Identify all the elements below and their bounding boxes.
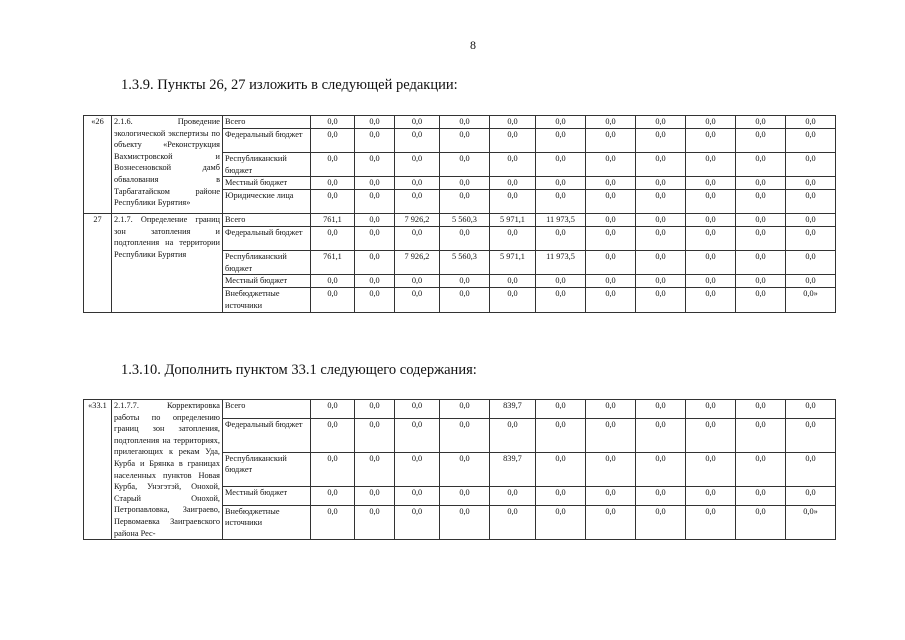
amount-cell: 0,0 [440,452,490,486]
amount-cell: 0,0 [686,214,736,227]
amount-cell: 0,0 [586,153,636,177]
amount-cell: 0,0 [536,275,586,288]
amount-cell: 0,0 [395,153,440,177]
funding-source: Внебюджетные источники [223,288,311,312]
table-row [84,400,890,419]
amount-cell: 0,0 [490,487,536,506]
amount-cell: 0,0 [586,227,636,251]
amount-cell: 761,1 [311,251,355,275]
amount-cell: 0,0 [586,129,636,153]
amount-cell: 0,0 [686,116,736,129]
amount-cell: 0,0 [355,116,395,129]
amount-cell: 0,0 [636,177,686,190]
amount-cell: 0,0 [395,227,440,251]
amount-cell: 0,0 [736,400,786,419]
amount-cell: 0,0 [586,275,636,288]
amount-cell: 0,0 [395,275,440,288]
amount-cell: 0,0 [586,418,636,452]
amount-cell: 0,0 [490,177,536,190]
funding-source: Юридические лица [223,190,311,214]
amount-cell: 0,0 [586,400,636,419]
amount-cell: 0,0 [395,288,440,312]
amount-cell: 0,0 [686,251,736,275]
funding-source: Республиканский бюджет [223,251,311,275]
amount-cell: 0,0 [355,153,395,177]
amount-cell: 0,0 [536,116,586,129]
amount-cell: 0,0 [586,190,636,214]
amount-cell: 0,0 [636,418,686,452]
amount-cell: 0,0 [536,487,586,506]
amount-cell: 0,0 [736,418,786,452]
amount-cell: 761,1 [311,214,355,227]
funding-source: Местный бюджет [223,177,311,190]
amount-cell: 0,0 [355,400,395,419]
amount-cell: 0,0 [686,275,736,288]
amount-cell: 0,0 [490,418,536,452]
amount-cell: 0,0 [586,487,636,506]
amount-cell: 0,0 [440,116,490,129]
amount-cell: 0,0 [355,275,395,288]
amount-cell: 0,0 [490,116,536,129]
amount-cell: 0,0 [786,190,836,214]
amount-cell: 0,0 [636,487,686,506]
amount-cell: 0,0 [686,153,736,177]
funding-source: Местный бюджет [223,487,311,506]
table-row [84,214,890,227]
budget-table-item-33-1 [83,399,890,540]
funding-source: Федеральный бюджет [223,227,311,251]
amount-cell: 0,0 [440,400,490,419]
amount-cell: 0,0 [536,190,586,214]
amount-cell: 0,0 [736,153,786,177]
amount-cell: 5 560,3 [440,214,490,227]
amount-cell: 0,0 [636,452,686,486]
item-number: 27 [84,214,112,312]
amount-cell: 0,0 [686,452,736,486]
amount-cell: 0,0 [736,116,786,129]
amount-cell: 0,0 [636,227,686,251]
funding-source: Всего [223,116,311,129]
amount-cell: 0,0 [686,400,736,419]
amount-cell: 0,0 [536,452,586,486]
amount-cell: 0,0 [786,227,836,251]
amount-cell: 0,0 [355,452,395,486]
amount-cell: 0,0 [636,116,686,129]
amount-cell: 0,0 [355,177,395,190]
amount-cell: 0,0 [536,288,586,312]
amount-cell: 0,0 [736,129,786,153]
amount-cell: 0,0 [686,418,736,452]
funding-source: Местный бюджет [223,275,311,288]
amount-cell: 0,0 [736,190,786,214]
amount-cell: 0,0 [311,190,355,214]
amount-cell: 0,0 [586,214,636,227]
amount-cell: 0,0 [395,177,440,190]
amount-cell: 0,0 [440,153,490,177]
amount-cell: 0,0 [311,452,355,486]
amount-cell: 0,0 [586,116,636,129]
page-number: 8 [470,38,476,52]
amount-cell: 0,0 [636,153,686,177]
amount-cell: 0,0 [311,227,355,251]
amount-cell: 0,0 [636,275,686,288]
amount-cell: 0,0 [395,452,440,486]
funding-source: Республиканский бюджет [223,452,311,486]
table-row [84,116,890,129]
amount-cell: 0,0 [636,251,686,275]
amount-cell: 0,0» [786,288,836,312]
amount-cell: 0,0 [786,129,836,153]
amount-cell: 0,0 [536,400,586,419]
amount-cell: 0,0 [395,400,440,419]
amount-cell: 0,0 [536,153,586,177]
amount-cell: 0,0 [440,288,490,312]
amount-cell: 0,0 [490,190,536,214]
amount-cell: 0,0 [355,418,395,452]
amount-cell: 0,0 [736,275,786,288]
amount-cell: 7 926,2 [395,214,440,227]
amount-cell: 0,0 [686,190,736,214]
amount-cell: 0,0 [355,214,395,227]
amount-cell: 0,0 [311,275,355,288]
amount-cell: 839,7 [490,452,536,486]
amount-cell: 839,7 [490,400,536,419]
amount-cell: 0,0 [440,129,490,153]
amount-cell: 0,0 [311,116,355,129]
amount-cell: 0,0 [736,227,786,251]
amount-cell: 0,0 [490,153,536,177]
funding-source: Республиканский бюджет [223,153,311,177]
amount-cell: 0,0 [490,129,536,153]
amount-cell: 0,0 [736,487,786,506]
amount-cell: 0,0 [786,153,836,177]
amount-cell: 0,0 [736,505,786,539]
amount-cell: 0,0 [395,129,440,153]
amount-cell: 7 926,2 [395,251,440,275]
amount-cell: 0,0 [440,190,490,214]
amount-cell: 0,0 [686,487,736,506]
amount-cell: 5 560,3 [440,251,490,275]
amount-cell: 0,0 [736,214,786,227]
amount-cell: 0,0 [636,400,686,419]
amount-cell: 0,0 [395,505,440,539]
funding-source: Всего [223,214,311,227]
amount-cell: 0,0 [440,227,490,251]
amount-cell: 0,0 [786,214,836,227]
amount-cell: 0,0 [636,214,686,227]
amount-cell: 0,0 [395,487,440,506]
amount-cell: 0,0 [786,251,836,275]
amount-cell: 5 971,1 [490,251,536,275]
item-number: «33.1 [84,400,112,540]
amount-cell: 0,0 [686,129,736,153]
amount-cell: 0,0 [395,116,440,129]
amount-cell: 0,0 [440,487,490,506]
table-body [84,116,890,313]
amount-cell: 0,0 [440,177,490,190]
funding-source: Всего [223,400,311,419]
amount-cell: 0,0 [355,129,395,153]
amount-cell: 0,0 [686,505,736,539]
amount-cell: 0,0 [311,487,355,506]
amount-cell: 0,0 [786,400,836,419]
amount-cell: 0,0 [311,129,355,153]
item-description: 2.1.7. Определение границ зон затопления и подтопления на территории Республики Бурятия [112,214,223,312]
amount-cell: 5 971,1 [490,214,536,227]
amount-cell: 0,0 [440,275,490,288]
amount-cell: 0,0 [736,177,786,190]
amount-cell: 0,0 [586,288,636,312]
amount-cell: 0,0 [490,288,536,312]
amount-cell: 0,0 [786,487,836,506]
amount-cell: 0,0 [586,251,636,275]
item-description: 2.1.6. Проведение экологической экспертизы по объекту «Реконструкция Вахмистровской и Вознесеновской дамб обвалования в Тарбагатайском районе Республики Бурятия» [112,116,223,214]
amount-cell: 0,0 [490,275,536,288]
amount-cell: 0,0 [786,418,836,452]
amount-cell: 0,0 [355,227,395,251]
amount-cell: 0,0 [395,418,440,452]
amount-cell: 0,0 [355,487,395,506]
amount-cell: 0,0 [311,177,355,190]
amount-cell: 0,0» [786,505,836,539]
funding-source: Федеральный бюджет [223,129,311,153]
amount-cell: 0,0 [536,505,586,539]
amount-cell: 0,0 [355,288,395,312]
amount-cell: 0,0 [536,227,586,251]
amount-cell: 0,0 [586,452,636,486]
amount-cell: 0,0 [311,288,355,312]
amount-cell: 0,0 [636,505,686,539]
amount-cell: 0,0 [686,227,736,251]
amount-cell: 0,0 [586,505,636,539]
amount-cell: 0,0 [536,129,586,153]
funding-source: Федеральный бюджет [223,418,311,452]
amount-cell: 0,0 [636,288,686,312]
amount-cell: 0,0 [786,275,836,288]
amount-cell: 0,0 [686,288,736,312]
amount-cell: 0,0 [686,177,736,190]
amount-cell: 0,0 [311,153,355,177]
amount-cell: 0,0 [786,177,836,190]
amount-cell: 0,0 [536,418,586,452]
budget-table-items-26-27 [83,115,890,313]
amount-cell: 0,0 [636,190,686,214]
amount-cell: 0,0 [355,190,395,214]
amount-cell: 0,0 [490,227,536,251]
amount-cell: 0,0 [536,177,586,190]
amount-cell: 0,0 [395,190,440,214]
item-description: 2.1.7.7. Корректировка работы по определению границ зон затопления, подтопления на территориях, прилегающих к рекам Уда, Курба и Брянка в границах населенных пунктов Новая Курба, Унэгэтэй, Онохой, Старый Онохой, Петропавловка, Заиграево, Первомаевка Заиграевского района Рес- [112,400,223,540]
amount-cell: 0,0 [355,251,395,275]
table-body [84,400,890,540]
amount-cell: 0,0 [311,400,355,419]
section-heading-1-3-9: 1.3.9. Пункты 26, 27 изложить в следующей редакции: [121,77,458,93]
amount-cell: 0,0 [586,177,636,190]
amount-cell: 0,0 [355,505,395,539]
amount-cell: 0,0 [440,418,490,452]
amount-cell: 0,0 [786,116,836,129]
section-heading-1-3-10: 1.3.10. Дополнить пунктом 33.1 следующего содержания: [121,362,477,378]
amount-cell: 0,0 [786,452,836,486]
amount-cell: 0,0 [440,505,490,539]
amount-cell: 0,0 [736,251,786,275]
amount-cell: 0,0 [311,505,355,539]
funding-source: Внебюджетные источники [223,505,311,539]
amount-cell: 11 973,5 [536,251,586,275]
amount-cell: 0,0 [490,505,536,539]
amount-cell: 0,0 [636,129,686,153]
amount-cell: 0,0 [311,418,355,452]
amount-cell: 11 973,5 [536,214,586,227]
amount-cell: 0,0 [736,452,786,486]
amount-cell: 0,0 [736,288,786,312]
item-number: «26 [84,116,112,214]
